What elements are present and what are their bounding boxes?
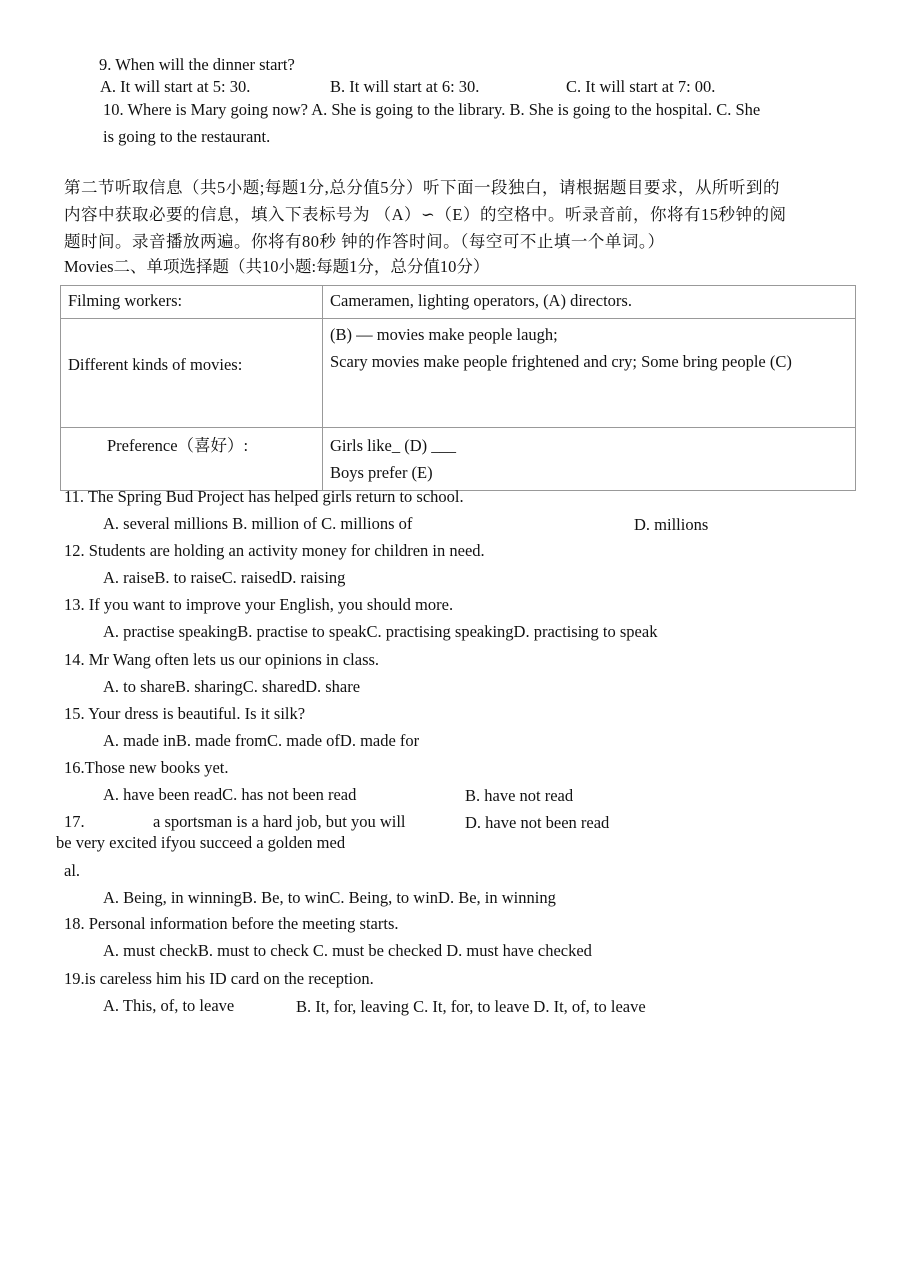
question-17: a sportsman is a hard job, but you will	[153, 812, 406, 831]
q16-option-d: D. have not been read	[465, 813, 610, 832]
q17-options: A. Being, in winningB. Be, to winC. Being, to winD. Be, in winning	[103, 888, 556, 907]
question-13: 13. If you want to improve your English, you should more.	[64, 595, 454, 614]
question-15: 15. Your dress is beautiful. Is it silk?	[64, 704, 306, 723]
section-heading: Movies二、单项选择题（共10小题:每题1分，总分值10分）	[64, 257, 490, 276]
cell-boys: Boys prefer (E)	[330, 463, 433, 482]
cell-filming-label: Filming workers:	[61, 286, 323, 319]
cell-girls: Girls like_ (D) ___	[330, 436, 457, 455]
section2-instruction: 第二节听取信息（共5小题;每题1分,总分值5分）听下面一段独白，请根据题目要求，从所听到的	[64, 178, 780, 197]
q15-options: A. made inB. made fromC. made ofD. made for	[103, 731, 420, 750]
q9-option-a: A. It will start at 5: 30.	[100, 77, 251, 96]
question-17-cont-2: al.	[64, 861, 81, 880]
question-18: 18. Personal information before the meeting starts.	[64, 914, 399, 933]
q14-options: A. to shareB. sharingC. sharedD. share	[103, 677, 361, 696]
q12-options: A. raiseB. to raiseC. raisedD. raising	[103, 568, 346, 587]
cell-kinds-b: (B) — movies make people laugh;	[330, 325, 558, 344]
cell-kinds-c: Scary movies make people frightened and cry; Some bring people (C)	[330, 352, 792, 371]
cell-preference-label: Preference（喜好）:	[61, 428, 323, 491]
q11-option-d: D. millions	[634, 515, 709, 534]
question-9: 9. When will the dinner start?	[99, 55, 295, 74]
section2-instruction-2: 内容中获取必要的信息，填入下表标号为 （A）∽（E）的空格中。听录音前，你将有15秒钟的阅	[64, 205, 787, 224]
q19-options: B. It, for, leaving C. It, for, to leave D. It, of, to leave	[296, 997, 646, 1016]
question-16: 16.Those new books yet.	[64, 758, 229, 777]
question-11: 11. The Spring Bud Project has helped girls return to school.	[64, 487, 464, 506]
question-10: 10. Where is Mary going now? A. She is going to the library. B. She is going to the hospital. C. She	[103, 100, 761, 119]
section2-instruction-3: 题时间。录音播放两遍。你将有80秒 钟的作答时间。（每空可不止填一个单词。）	[64, 232, 665, 251]
q16-options: A. have been readC. has not been read	[103, 785, 357, 804]
cell-filming-value: Cameramen, lighting operators, (A) directors.	[323, 286, 856, 319]
q18-options: A. must checkB. must to check C. must be checked D. must have checked	[103, 941, 592, 960]
question-14: 14. Mr Wang often lets us our opinions in class.	[64, 650, 380, 669]
question-19: 19.is careless him his ID card on the reception.	[64, 969, 374, 988]
question-10-cont: is going to the restaurant.	[103, 127, 271, 146]
question-17-cont: be very excited ifyou succeed a golden med	[56, 833, 346, 852]
q9-option-b: B. It will start at 6: 30.	[330, 77, 480, 96]
question-12: 12. Students are holding an activity money for children in need.	[64, 541, 485, 560]
q16-option-b: B. have not read	[465, 786, 574, 805]
q11-options: A. several millions B. million of C. millions of	[103, 514, 413, 533]
q19-option-a: A. This, of, to leave	[103, 996, 235, 1015]
q13-options: A. practise speakingB. practise to speakC. practising speakingD. practising to speak	[103, 622, 658, 641]
q9-option-c: C. It will start at 7: 00.	[566, 77, 716, 96]
cell-kinds-label: Different kinds of movies:	[61, 319, 323, 428]
question-17-number: 17.	[64, 812, 85, 831]
movies-table	[60, 285, 856, 491]
